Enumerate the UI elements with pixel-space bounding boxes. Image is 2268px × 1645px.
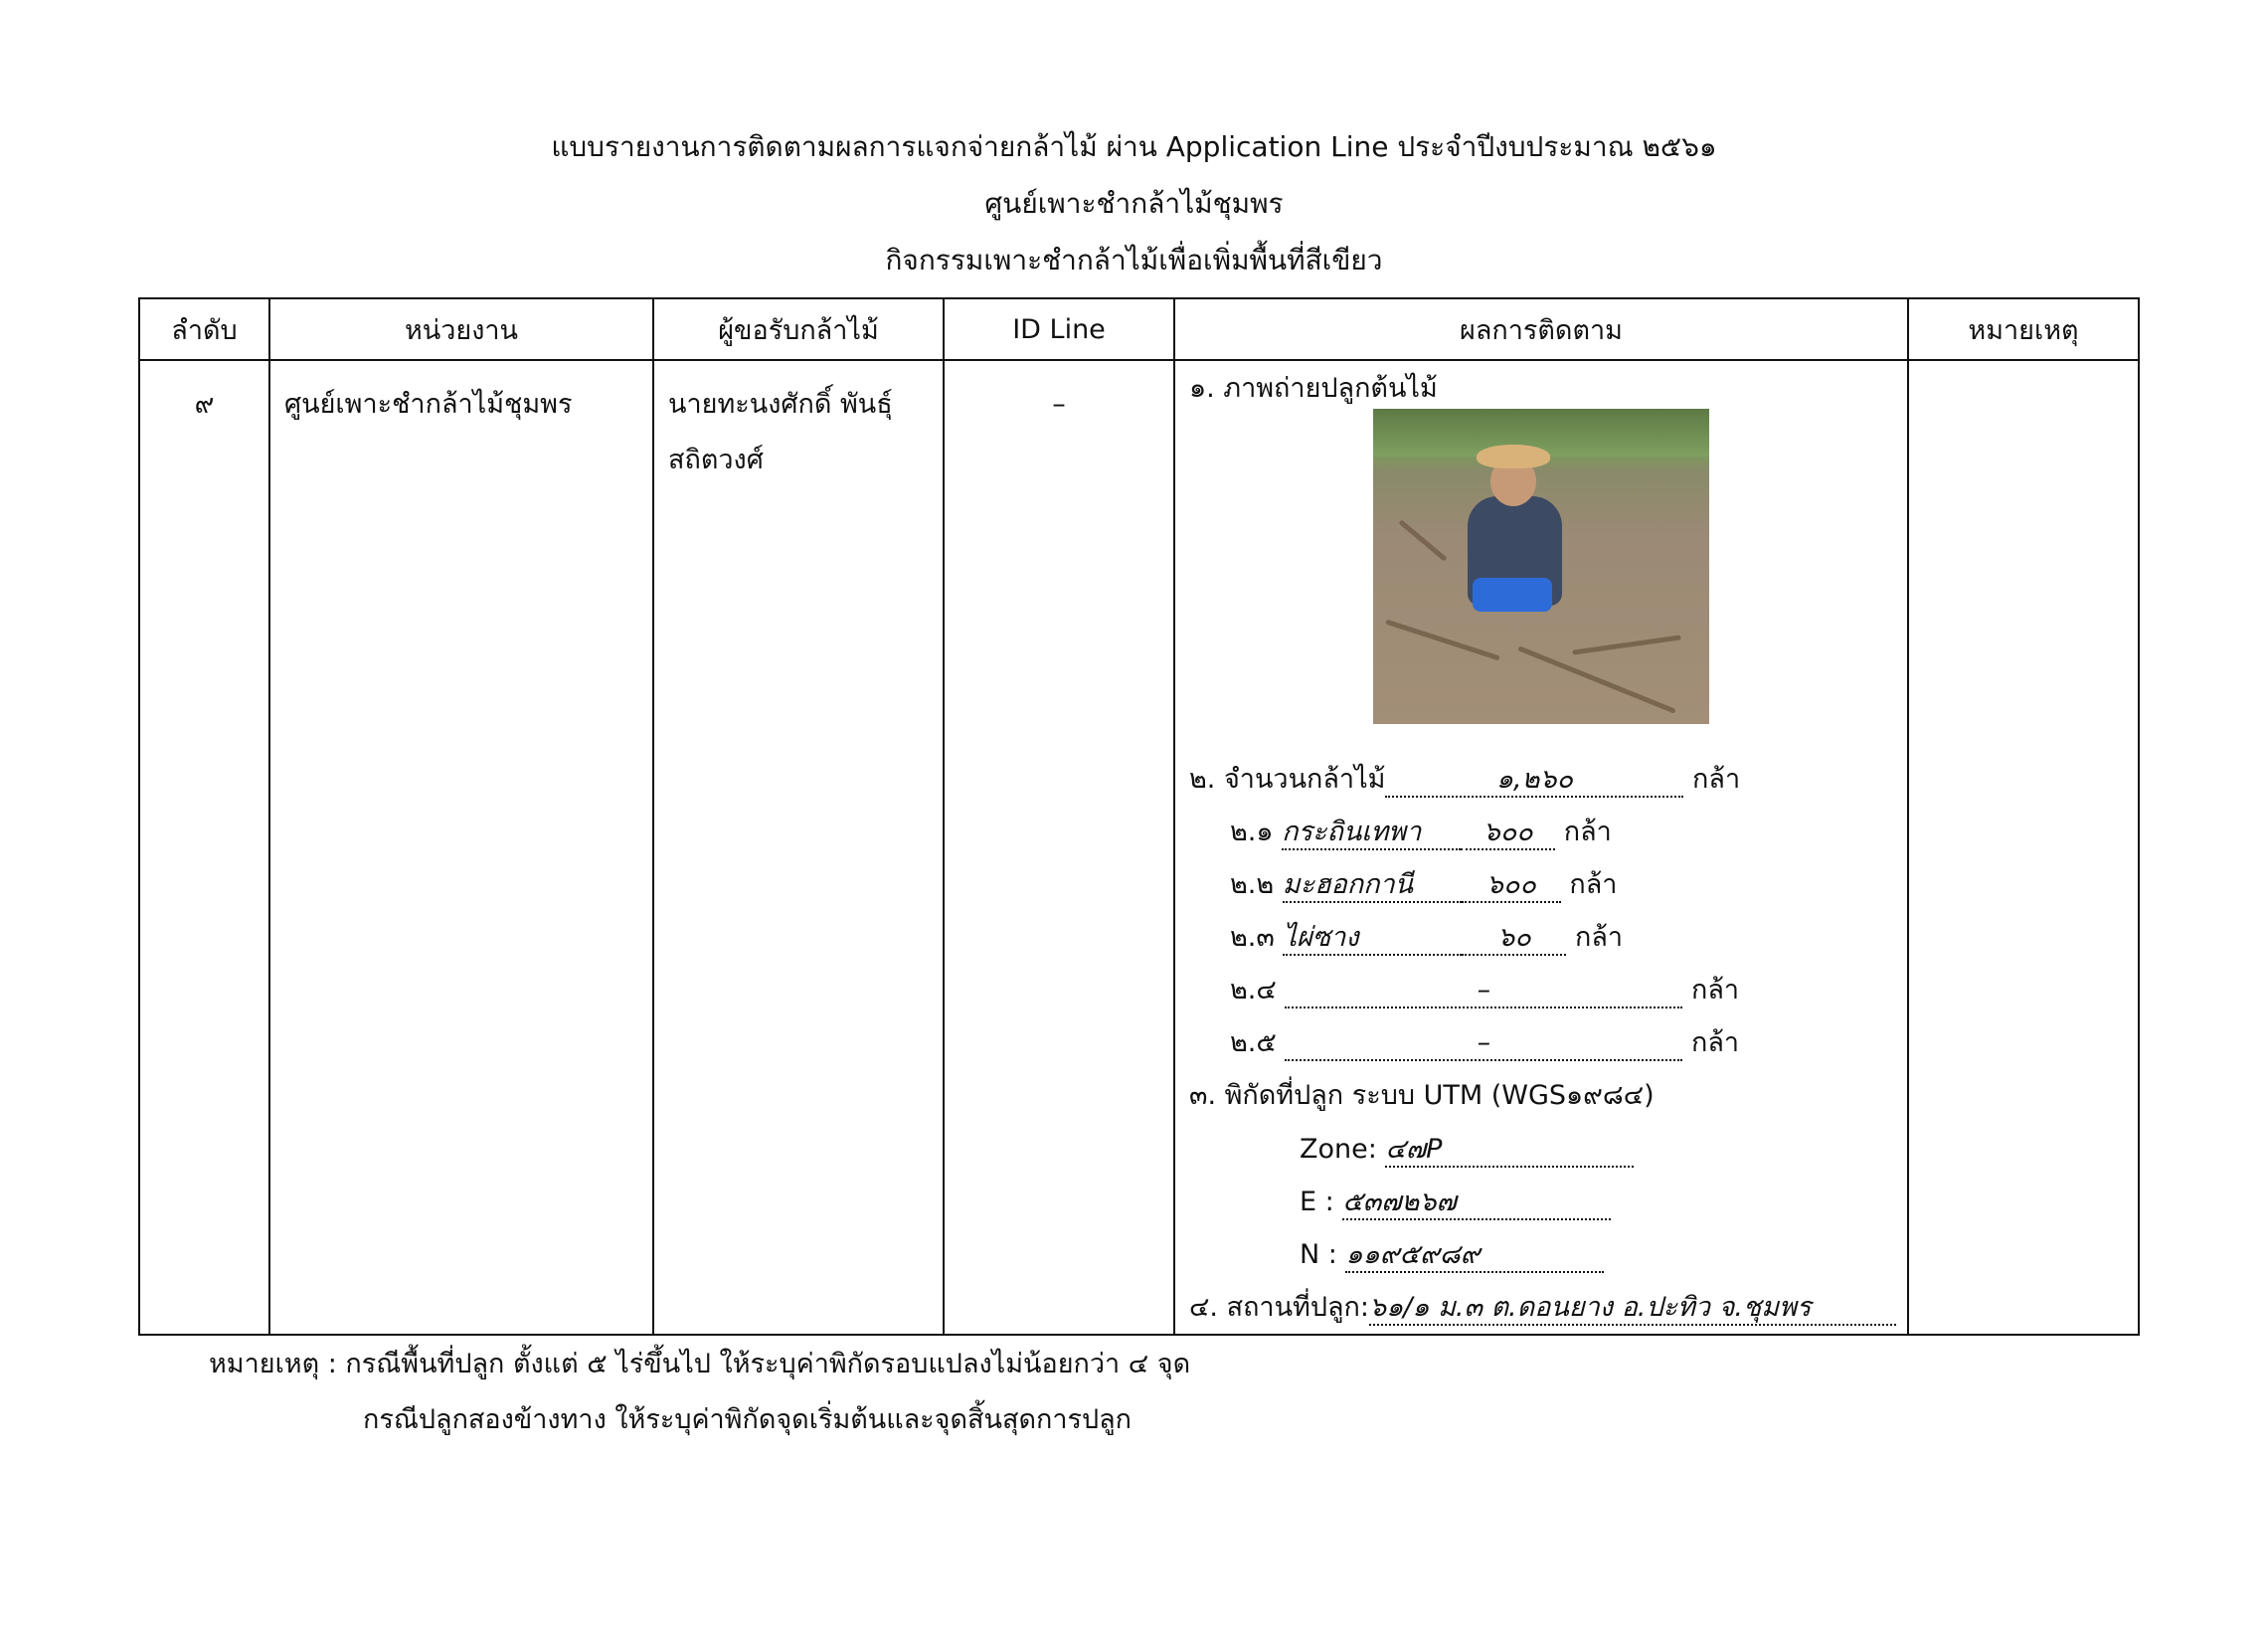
species-qty: ๖๐ [1462, 922, 1566, 956]
sub-item-row [1230, 867, 1617, 903]
cell-agency [269, 360, 653, 1335]
easting-value: ๕๓๗๒๖๗ [1342, 1187, 1611, 1220]
item1-label: ๑. ภาพถ่ายปลูกต้นไม้ [1189, 373, 1438, 404]
species-name: ไผ่ซาง [1283, 922, 1462, 956]
order-number: ๙ [194, 389, 215, 420]
species-qty: ๖๐๐ [1461, 817, 1555, 850]
sub-item-row [1230, 815, 1612, 850]
cell-remark [1908, 360, 2139, 1335]
species-qty: ๖๐๐ [1462, 869, 1561, 903]
northing-label: N : [1300, 1239, 1337, 1270]
unit-label: กล้า [1692, 764, 1741, 795]
col-header-order: ลำดับ [139, 298, 269, 360]
zone-row [1300, 1132, 1634, 1168]
unit-label: กล้า [1691, 1027, 1740, 1058]
northing-value: ๑๑๙๕๙๘๙ [1345, 1239, 1604, 1273]
planting-photo [1373, 409, 1709, 724]
unit-label: กล้า [1563, 817, 1612, 847]
sub-item-no: ๒.๔ [1230, 975, 1277, 1005]
activity-name: กิจกรรมเพาะชำกล้าไม้เพื่อเพิ่มพื้นที่สีเขียว [885, 244, 1383, 276]
species-qty: – [1285, 975, 1682, 1008]
item3-label: ๓. พิกัดที่ปลูก ระบบ UTM (WGS๑๙๘๔) [1189, 1080, 1655, 1111]
col-header-agency: หน่วยงาน [269, 298, 653, 360]
sub-item-no: ๒.๕ [1230, 1027, 1277, 1058]
agency-name: ศูนย์เพาะชำกล้าไม้ชุมพร [284, 389, 573, 420]
location-value: ๖๑/๑ ม.๓ ต.ดอนยาง อ.ปะทิว จ.ชุมพร [1369, 1292, 1896, 1326]
unit-label: กล้า [1575, 922, 1624, 953]
easting-row [1300, 1185, 1611, 1220]
cell-order [139, 360, 269, 1335]
sub-item-row [1230, 973, 1739, 1008]
item4-label: ๔. สถานที่ปลูก: [1189, 1292, 1369, 1323]
footnote-line2: กรณีปลูกสองข้างทาง ให้ระบุค่าพิกัดจุดเริ่มต้นและจุดสิ้นสุดการปลูก [363, 1404, 1133, 1435]
table-row [139, 360, 2139, 1335]
footnote-line1: หมายเหตุ : กรณีพื้นที่ปลูก ตั้งแต่ ๕ ไร่ขึ้นไป ให้ระบุค่าพิกัดรอบแปลงไม่น้อยกว่า ๔ จุด [209, 1349, 1191, 1379]
item2-label: ๒. จำนวนกล้าไม้ [1189, 764, 1386, 795]
recipient-line2: สถิตวงศ์ [668, 445, 764, 475]
northing-row [1300, 1237, 1604, 1273]
result-content [1175, 361, 1907, 1334]
recipient-name [654, 361, 943, 504]
col-header-id-line: ID Line [944, 298, 1174, 360]
species-name: กระถินเทพา [1282, 817, 1461, 850]
seedling-count-row [1189, 762, 1740, 798]
remark-value [1909, 361, 2138, 393]
table-header-row [139, 298, 2139, 360]
col-header-recipient: ผู้ขอรับกล้าไม้ [653, 298, 944, 360]
col-header-result: ผลการติดตาม [1174, 298, 1908, 360]
report-title: แบบรายงานการติดตามผลการแจกจ่ายกล้าไม้ ผ่าน Application Line ประจำปีงบประมาณ ๒๕๖๑ [551, 130, 1717, 163]
sub-item-no: ๒.๒ [1230, 869, 1275, 900]
cell-id-line [944, 360, 1174, 1335]
unit-label: กล้า [1691, 975, 1740, 1005]
id-line-value: – [1052, 389, 1066, 420]
sub-item-row [1230, 1025, 1739, 1061]
unit-label: กล้า [1569, 869, 1618, 900]
center-name: ศูนย์เพาะชำกล้าไม้ชุมพร [984, 187, 1284, 220]
sub-item-no: ๒.๓ [1230, 922, 1275, 953]
zone-value: ๔๗P [1385, 1134, 1634, 1168]
seedling-total: ๑,๒๖๐ [1385, 764, 1683, 798]
species-name: มะฮอกกานี [1283, 869, 1462, 903]
sub-item-row [1230, 920, 1623, 956]
location-row [1189, 1290, 1896, 1326]
species-qty: – [1285, 1027, 1682, 1061]
zone-label: Zone: [1300, 1134, 1377, 1165]
cell-result [1174, 360, 1908, 1335]
easting-label: E : [1300, 1187, 1334, 1217]
recipient-line1: นายทะนงศักดิ์ พันธุ์ [668, 389, 893, 420]
col-header-remark: หมายเหตุ [1908, 298, 2139, 360]
cell-recipient [653, 360, 944, 1335]
sub-item-no: ๒.๑ [1230, 817, 1274, 847]
report-table [138, 297, 2140, 1336]
